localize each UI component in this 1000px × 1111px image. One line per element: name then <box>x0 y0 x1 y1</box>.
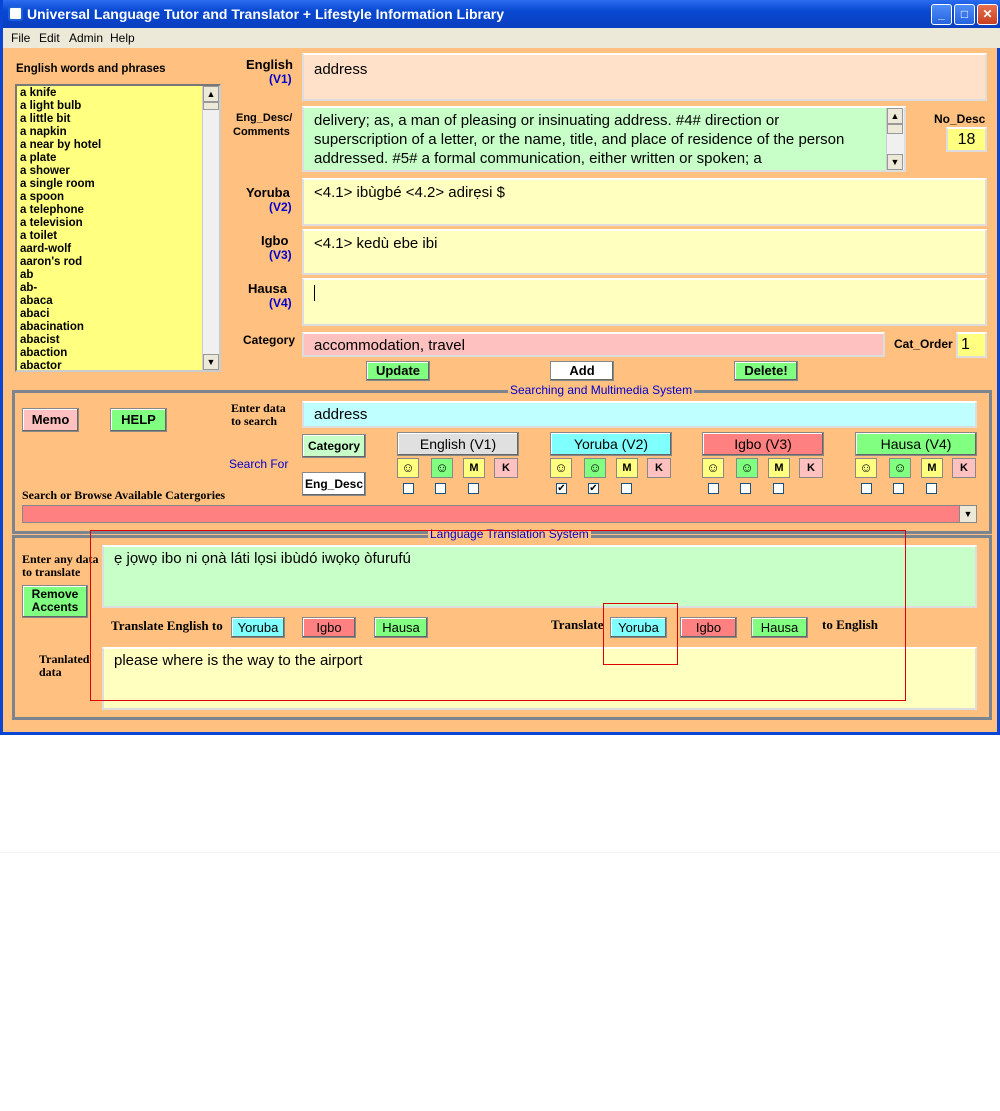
checkbox[interactable] <box>893 483 904 494</box>
list-item[interactable]: aard-wolf <box>20 243 72 255</box>
window-title: Universal Language Tutor and Translator + Lifestyle Information Library <box>27 6 505 22</box>
word-list[interactable] <box>15 84 221 372</box>
no-desc-value[interactable]: 18 <box>946 127 987 152</box>
desc-label-1: Eng_Desc/ <box>236 112 293 124</box>
translate-from-label: Translate <box>551 617 604 632</box>
to-hausa-button[interactable]: Hausa <box>374 617 428 638</box>
list-item[interactable]: a little bit <box>20 113 71 125</box>
category-field[interactable]: accommodation, travel <box>302 332 885 357</box>
list-item[interactable]: a single room <box>20 178 95 190</box>
desc-scrollbar[interactable] <box>886 108 904 170</box>
k-button[interactable]: K <box>952 458 976 478</box>
yoruba-sub-label: (V2) <box>269 200 292 214</box>
list-item[interactable]: a television <box>20 217 83 229</box>
menu-bar <box>3 28 1000 48</box>
smiley-icon[interactable]: ☺ <box>702 458 724 478</box>
cat-order-field[interactable]: 1 <box>956 332 987 358</box>
from-yoruba-button[interactable]: Yoruba <box>610 617 667 638</box>
list-item[interactable]: a telephone <box>20 204 84 216</box>
search-for-label: Search For <box>229 457 289 471</box>
desc-scroll-down-icon[interactable]: ▼ <box>887 154 903 170</box>
remove-accents-line-2: Accents <box>31 600 79 614</box>
list-item[interactable]: abaca <box>20 295 53 307</box>
list-item[interactable]: a knife <box>20 87 57 99</box>
checkbox[interactable] <box>708 483 719 494</box>
search-lang-button[interactable]: Yoruba (V2) <box>550 432 672 456</box>
igbo-sub-label: (V3) <box>269 248 292 262</box>
enter-search-label-1: Enter data <box>231 401 286 415</box>
divider <box>0 852 1000 853</box>
remove-accents-button[interactable] <box>22 585 88 618</box>
yoruba-field[interactable]: <4.1> ibùgbé <4.2> adirẹsi $ <box>302 178 987 226</box>
eng-desc-field[interactable] <box>302 106 906 172</box>
memo-button[interactable]: Memo <box>22 408 79 432</box>
eng-desc-search-button[interactable]: Eng_Desc <box>302 472 366 496</box>
wordlist-scrollbar[interactable] <box>202 86 219 370</box>
list-item[interactable]: ab <box>20 269 34 281</box>
list-item[interactable]: abaci <box>20 308 50 320</box>
checkbox[interactable] <box>773 483 784 494</box>
list-item[interactable]: ab- <box>20 282 38 294</box>
highlight-box-translation <box>90 530 906 701</box>
translated-label-2: data <box>39 665 62 679</box>
translated-label-1: Tranlated <box>39 652 90 666</box>
search-input[interactable]: address <box>302 401 977 428</box>
list-item[interactable]: a light bulb <box>20 100 82 112</box>
list-item[interactable]: a near by hotel <box>20 139 102 151</box>
list-item[interactable]: a spoon <box>20 191 65 203</box>
smiley-icon[interactable]: ☺ <box>550 458 572 478</box>
search-lang-button[interactable]: Hausa (V4) <box>855 432 977 456</box>
list-item[interactable]: abactor <box>20 360 62 372</box>
scroll-down-icon[interactable]: ▼ <box>203 354 219 370</box>
update-button[interactable]: Update <box>366 361 430 381</box>
scroll-up-icon[interactable]: ▲ <box>203 86 219 102</box>
enter-translate-label-1: Enter any data <box>22 552 99 566</box>
k-button[interactable]: K <box>799 458 823 478</box>
title-bar[interactable] <box>3 0 1000 28</box>
search-group-title: Searching and Multimedia System <box>510 383 693 397</box>
smiley-green-icon[interactable]: ☺ <box>431 458 453 478</box>
checkbox[interactable] <box>435 483 446 494</box>
translate-input[interactable]: ẹ jọwọ ibo ni ọnà láti lọsi ibùdó iwọkọ òfurufú <box>102 545 977 608</box>
to-english-label: to English <box>822 617 878 632</box>
menu-admin[interactable]: Admin <box>69 31 104 45</box>
category-dropdown[interactable] <box>22 505 977 523</box>
minimize-button[interactable]: _ <box>931 4 952 25</box>
checkbox[interactable] <box>403 483 414 494</box>
m-button[interactable]: M <box>463 458 485 478</box>
igbo-field[interactable]: <4.1> kedù ebe ibi <box>302 229 987 275</box>
menu-file[interactable]: File <box>11 31 31 45</box>
to-igbo-button[interactable]: Igbo <box>302 617 356 638</box>
desc-label-2: Comments <box>233 126 290 138</box>
list-item[interactable]: aaron's rod <box>20 256 83 268</box>
highlight-box-yoruba <box>603 603 678 665</box>
smiley-green-icon[interactable]: ☺ <box>889 458 911 478</box>
translate-group-title: Language Translation System <box>430 527 589 541</box>
desc-scroll-up-icon[interactable]: ▲ <box>887 108 903 124</box>
list-item[interactable]: abacist <box>20 334 60 346</box>
checkbox[interactable] <box>621 483 632 494</box>
checkbox[interactable]: ✔ <box>557 483 566 494</box>
list-item[interactable]: abacination <box>20 321 84 333</box>
wordlist-label: English words and phrases <box>16 63 166 75</box>
category-label: Category <box>243 333 296 347</box>
english-sub-label: (V1) <box>269 72 292 86</box>
m-button[interactable]: M <box>768 458 790 478</box>
app-icon <box>8 6 23 21</box>
hausa-field[interactable] <box>302 278 987 326</box>
smiley-green-icon[interactable]: ☺ <box>736 458 758 478</box>
desc-scroll-thumb[interactable] <box>887 124 903 134</box>
k-button[interactable]: K <box>494 458 518 478</box>
english-field[interactable]: address <box>302 53 987 101</box>
scroll-thumb[interactable] <box>203 102 219 110</box>
m-button[interactable]: M <box>616 458 638 478</box>
english-label: English <box>246 57 293 72</box>
hausa-sub-label: (V4) <box>269 296 292 310</box>
enter-search-label-2: to search <box>231 414 278 428</box>
browse-label: Search or Browse Available Catergories <box>22 488 226 502</box>
help-button[interactable]: HELP <box>110 408 167 432</box>
cat-order-label: Cat_Order <box>894 337 953 351</box>
hausa-label: Hausa <box>248 281 288 296</box>
list-item[interactable]: a plate <box>20 152 57 164</box>
add-button[interactable]: Add <box>550 361 614 381</box>
menu-edit[interactable]: Edit <box>39 31 60 45</box>
list-item[interactable]: a napkin <box>20 126 67 138</box>
checkbox[interactable] <box>740 483 751 494</box>
category-search-button[interactable]: Category <box>302 434 366 458</box>
from-hausa-button[interactable]: Hausa <box>751 617 808 638</box>
search-lang-button[interactable]: Igbo (V3) <box>702 432 824 456</box>
checkbox[interactable] <box>926 483 937 494</box>
k-button[interactable]: K <box>647 458 671 478</box>
igbo-label: Igbo <box>261 233 289 248</box>
translate-english-to-label: Translate English to <box>111 618 223 633</box>
checkbox[interactable] <box>861 483 872 494</box>
m-button[interactable]: M <box>921 458 943 478</box>
eng-desc-text: delivery; as, a man of pleasing or insinuating address. #4# direction or superscription of a letter, or the name, title, and place of residence of the person addressed. #5# a formal communication, either written or spoken; a <box>314 112 845 167</box>
enter-translate-label-2: to translate <box>22 565 81 579</box>
list-item[interactable]: a toilet <box>20 230 58 242</box>
remove-accents-line-1: Remove <box>31 587 79 601</box>
no-desc-label: No_Desc <box>934 112 986 126</box>
to-yoruba-button[interactable]: Yoruba <box>231 617 285 638</box>
smiley-icon[interactable]: ☺ <box>855 458 877 478</box>
translated-output: please where is the way to the airport <box>102 647 977 710</box>
menu-help[interactable]: Help <box>110 31 135 45</box>
dropdown-arrow-icon[interactable]: ▼ <box>959 506 976 522</box>
yoruba-label: Yoruba <box>246 185 290 200</box>
maximize-button[interactable]: □ <box>954 4 975 25</box>
checkbox[interactable]: ✔ <box>589 483 598 494</box>
search-lang-button[interactable]: English (V1) <box>397 432 519 456</box>
list-item[interactable]: abaction <box>20 347 68 359</box>
list-item[interactable]: a shower <box>20 165 70 177</box>
text-cursor <box>314 285 315 301</box>
delete-button[interactable]: Delete! <box>734 361 798 381</box>
smiley-icon[interactable]: ☺ <box>397 458 419 478</box>
from-igbo-button[interactable]: Igbo <box>680 617 737 638</box>
close-button[interactable]: ✕ <box>977 4 998 25</box>
smiley-green-icon[interactable]: ☺ <box>584 458 606 478</box>
checkbox[interactable] <box>468 483 479 494</box>
